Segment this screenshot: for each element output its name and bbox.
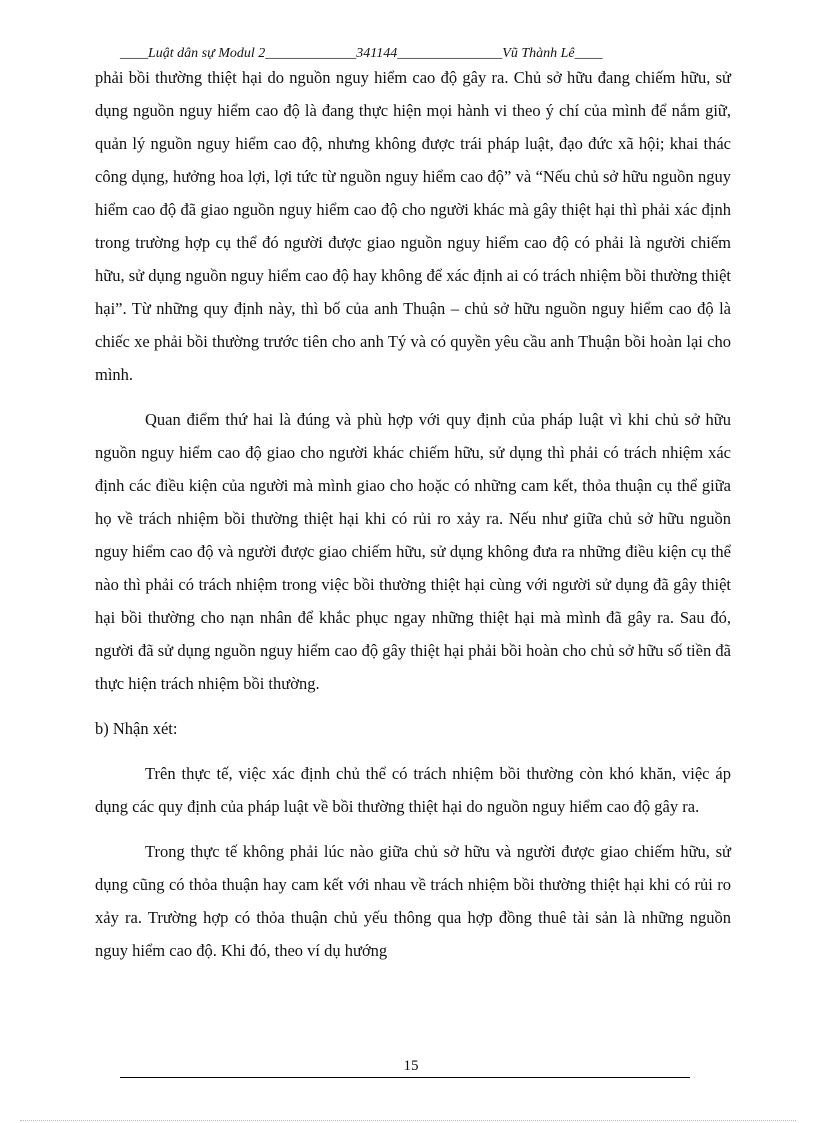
paragraph-second-view: Quan điểm thứ hai là đúng và phù hợp với quy định của pháp luật vì khi chủ sở hữu nguồn nguy hiểm cao độ giao cho người khác chiếm hữu, sử dụng thì phải có trách nhiệm xác định các điều kiện của người mà mình giao cho hoặc có những cam kết, thỏa thuận cụ thể giữa họ về trách nhiệm bồi thường thiệt hại khi có rủi ro xảy ra. Nếu như giữa chủ sở hữu nguồn nguy hiểm cao độ và người được giao chiếm hữu, sử dụng không đưa ra những điều kiện cụ thể nào thì phải có trách nhiệm trong việc bồi thường thiệt hại cùng với người sử dụng đã gây thiệt hại bồi thường cho nạn nhân để khắc phục ngay những thiệt hại mà mình đã gây ra. Sau đó, người đã sử dụng nguồn nguy hiểm cao độ gây thiệt hại phải bồi hoàn cho chủ sở hữu số tiền đã thực hiện trách nhiệm bồi thường. (95, 410, 731, 693)
footer-rule (120, 1077, 690, 1078)
page-number: 15 (403, 1058, 419, 1074)
running-header: ____Luật dân sự Modul 2_____________341144_______________Vũ Thành Lê____ (120, 46, 603, 61)
paragraph-practice: Trong thực tế không phải lúc nào giữa chủ sở hữu và người được giao chiếm hữu, sử dụng cũng có thỏa thuận hay cam kết với nhau về trách nhiệm bồi thường thiệt hại khi có rủi ro xảy ra. Trường hợp có thỏa thuận chủ yếu thông qua hợp đồng thuê tài sản là những nguồn nguy hiểm cao độ. Khi đó, theo ví dụ hướng (95, 842, 731, 960)
paragraph-continuation: phải bồi thường thiệt hại do nguồn nguy hiểm cao độ gây ra. Chủ sở hữu đang chiếm hữu, sử dụng nguồn nguy hiểm cao độ là đang thực hiện mọi hành vi theo ý chí của mình để nắm giữ, quản lý nguồn nguy hiểm cao độ, nhưng không được trái pháp luật, đạo đức xã hội; khai thác công dụng, hưởng hoa lợi, lợi tức từ nguồn nguy hiểm cao độ” và “Nếu chủ sở hữu nguồn nguy hiểm cao độ đã giao nguồn nguy hiểm cao độ cho người khác mà gây thiệt hại thì phải xác định trong trường hợp cụ thể đó người được giao nguồn nguy hiểm cao độ có phải là người chiếm hữu, sử dụng nguồn nguy hiểm cao độ hay không để xác định ai có trách nhiệm bồi thường thiệt hại”. Từ những quy định này, thì bố của anh Thuận – chủ sở hữu nguồn nguy hiểm cao độ là chiếc xe phải bồi thường trước tiên cho anh Tý và có quyền yêu cầu anh Thuận bồi hoàn lại cho mình. (95, 68, 731, 384)
paragraph-remarks: Trên thực tế, việc xác định chủ thể có trách nhiệm bồi thường còn khó khăn, việc áp dụng các quy định của pháp luật về bồi thường thiệt hại do nguồn nguy hiểm cao độ gây ra. (95, 764, 731, 816)
section-heading-remarks: b) Nhận xét: (95, 719, 178, 738)
document-body (95, 61, 731, 967)
page-edge-divider (20, 1120, 796, 1121)
